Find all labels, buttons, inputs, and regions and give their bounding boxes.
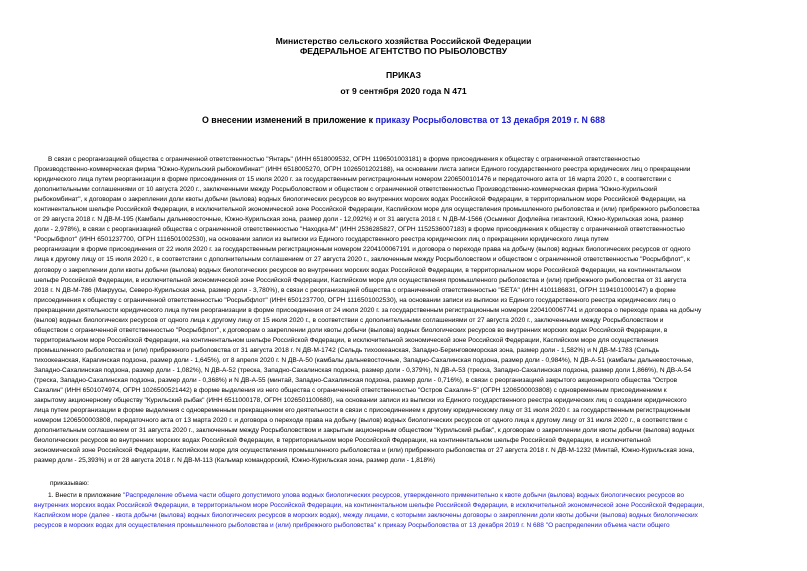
preamble-line: прекращении деятельности юридического лица путем реорганизации в форме присоединения от 24 июля 2020 г. за государственным регистрационным номером 2204100067741 и договора о переходе права на добычу (34, 306, 702, 314)
preamble-line: Сахалин" (ИНН 6501074974, ОГРН 1026500521442) в форме выделения из него общества с ограниченной ответственностью "Остров Сахалин-5" (ОГРН 1206500003808) с одновременным присоединением к (34, 387, 667, 395)
title-prefix: О внесении изменений в приложение к (202, 115, 376, 125)
appendix-link[interactable]: внутренних морских водах Российской Федерации, в территориальном море Российской Федерации, на континентальном шельфе Российской Федерации, в исключительной экономической зоне Российской Федерации, (34, 502, 705, 510)
preamble-line: дополнительным соглашением от 31 августа 2020 г., заключенным между Росрыболовством и закрытым акционерным обществом "Курильский рыбак", к договорам о закреплении доли квоты добычи (вылова) водных (34, 427, 695, 435)
preamble-line: (треска, Западно-Сахалинская подзона, размер доли - 0,368%) и N ДВ-А-55 (минтай, Западно-Сахалинская подзона, размер доли - 0,716%), в связи с реорганизацией закрытого акционерного общества "Остров (34, 377, 678, 385)
preamble-line: присоединения к обществу с ограниченной ответственностью "Росрыбфлот" (ИНН 6501237700, ОГРН 1116501002530), на основании записи из выписки из Единого государственного реестра юридических лиц о (34, 296, 676, 304)
preamble-line: территориальном море Российской Федерации, на континентальном шельфе Российской Федерации, в исключительной экономической зоне Российской Федерации, Каспийском море для осуществления (34, 336, 658, 344)
preamble-line: закрытому акционерному обществу "Курильский рыбак" (ИНН 6511000178, ОГРН 1026501100680), на основании записи из выписки из Единого государственного реестра юридических лиц о создании юридического (34, 397, 687, 405)
preamble-line: рыбокомбинат", к договорам о закреплении доли квоты добычи (вылова) водных биологических ресурсов во внутренних морских водах Российской Федерации, в территориальном море Российской Федерации, на (34, 196, 686, 204)
appendix-link[interactable]: "Распределение объема части общего допустимого улова водных биологических ресурсов, утвержденного применительно к квоте добычи (вылова) водных биологических ресурсов во (123, 492, 684, 499)
title-order-link[interactable]: приказу Росрыболовства от 13 декабря 2019 г. N 688 (375, 115, 605, 125)
preamble-line: шельфе Российской Федерации, в исключительной экономической зоне Российской Федерации, Каспийском море для осуществления промышленного рыболовства и (или) прибрежного рыболовства от 31 августа (34, 276, 687, 284)
ministry-name: Министерство сельского хозяйства Российской Федерации (275, 36, 532, 46)
doc-type: ПРИКАЗ (386, 70, 421, 80)
preamble-line: "Росрыбфлот" (ИНН 6501237700, ОГРН 1116501002530), на основании записи из выписки из Единого государственного реестра юридических лиц о прекращении юридического лица путем (34, 236, 609, 244)
preamble-line: экономической зоне Российской Федерации, Каспийском море для осуществления промышленного рыболовства и (или) прибрежного рыболовства от 27 августа 2018 г. N ДВ-М-1232 (Минтай, Южно-Курильская зона, (34, 447, 695, 455)
appendix-link[interactable]: Каспийском море (далее - квота добычи (вылова) водных биологических ресурсов в морских водах), между лицами, с которыми заключены договоры о закреплении доли квоты добычи (вылова) водных биологических (34, 512, 698, 520)
order-directive: приказываю: (50, 480, 89, 487)
item-number-prefix: 1. Внести в приложение (48, 492, 124, 499)
preamble-line: номером 1206500003808, передаточного акта от 13 марта 2020 г. и договора о переходе права на добычу (вылов) водных биологических ресурсов от одного лица к другому лицу от 31 июля 2020 г., в соответствии с (34, 417, 688, 425)
preamble-line: промышленного рыболовства и (или) прибрежного рыболовства от 31 августа 2018 г. N ДВ-М-1742 (Сельдь тихоокеанская, Западно-Беринговоморская зона, размер доли - 1,582%) и N ДВ-М-1783 (Сельдь (34, 346, 660, 354)
agency-name: ФЕДЕРАЛЬНОЕ АГЕНТСТВО ПО РЫБОЛОВСТВУ (299, 46, 508, 56)
preamble-line: континентальном шельфе Российской Федерации, в исключительной экономической зоне Российской Федерации, Каспийском море для осуществления промышленного рыболовства и (или) прибрежного рыболовства (34, 206, 700, 214)
preamble-line: обществом с ограниченной ответственностью "Росрыбфлот", к договорам о закреплении доли квоты добычи (вылова) водных биологических ресурсов во внутренних морских водах Российской Федерации, в (34, 326, 668, 334)
doc-date: от 9 сентября 2020 года N 471 (340, 86, 467, 96)
document-title (0, 115, 807, 125)
preamble-line: лица к другому лицу от 15 июля 2020 г., в соответствии с дополнительным соглашением от 27 августа 2020 г., заключенным между Росрыболовством и обществом с ограниченной ответственностью "Росрыбфлот", к (34, 256, 690, 264)
preamble-line: лица путем реорганизации в форме выделения с одновременным прекращением его деятельности в связи с присоединением к другому юридическому лицу от 31 июля 2020 г. за государственным регистрационным (34, 407, 691, 415)
preamble-line: 2018 г. N ДВ-М-786 (Макруусы, Северо-Курильская зона, размер доли - 3,780%), в связи с реорганизацией общества с ограниченной ответственностью "БЕТА" (ИНН 4101186831, ОГРН 1194101000147) в форме (34, 286, 676, 294)
preamble-line: реорганизации в форме присоединения от 22 июля 2020 г. за государственным регистрационным номером 2204100067191 и договора о переходе права на добычу (вылов) водных биологических ресурсов от одного (34, 246, 691, 254)
preamble-line: Производственно-коммерческая фирма "Южно-Курильский рыбокомбинат" (ИНН 6518005270, ОГРН 1026501202188), на основании листа записи Единого государственного реестра юридических лиц о прекращении (34, 166, 691, 174)
item-line (34, 501, 807, 511)
preamble-line: дополнительными соглашениями от 10 августа 2020 г., заключенными между Росрыболовством и обществом с ограниченной ответственностью Производственно-коммерческая фирма "Южно-Курильский (34, 186, 658, 194)
preamble-line: доли - 2,978%), в связи с реорганизацией общества с ограниченной ответственностью "Находка-М" (ИНН 2536285827, ОГРН 1152536007183) в форме присоединения к обществу с ограниченной ответственностью (34, 226, 685, 234)
preamble-line: размер доли - 25,393%) и от 28 августа 2018 г. N ДВ-М-113 (Кальмар командорский, Южно-Курильская зона, размер доли - 1,818%) (34, 457, 436, 465)
preamble-line: (вылов) водных биологических ресурсов от одного лица к другому лицу от 15 июля 2020 г., в соответствии с дополнительными соглашениями от 27 августа 2020 г., заключенными между Росрыболовством и (34, 316, 664, 324)
preamble-line: договору о закреплении доли квоты добычи (вылова) водных биологических ресурсов во внутренних морских водах Российской Федерации, в территориальном море Российской Федерации, на континентальном (34, 266, 681, 274)
preamble-line: биологических ресурсов во внутренних морских водах Российской Федерации, в территориальном море Российской Федерации, на континентальном шельфе Российской Федерации, в исключительной (34, 437, 651, 445)
preamble-line: тихоокеанская, Карагинская подзона, размер доли - 1,645%), от 8 апреля 2020 г. N ДВ-А-50 (камбалы дальневосточные, Западно-Сахалинская подзона, размер доли - 0,984%), N ДВ-А-51 (камбалы дальневосточные, (34, 356, 694, 364)
item-line (34, 521, 807, 531)
preamble-line: В связи с реорганизацией общества с ограниченной ответственностью "Янтарь" (ИНН 6518009532, ОГРН 1196501003181) в форме присоединения к обществу с ограниченной ответственностью (48, 156, 640, 163)
preamble-text (34, 155, 807, 466)
preamble-line: Западно-Сахалинская подзона, размер доли - 1,082%), N ДВ-А-52 (треска, Западно-Сахалинская подзона, размер доли - 0,379%), N ДВ-А-53 (треска, Западно-Сахалинская подзона, размер доли 1,866%), N ДВ-А-54 (34, 366, 692, 374)
appendix-link[interactable]: ресурсов в морских водах для осуществления промышленного рыболовства и (или) прибрежного рыболовства" к приказу Росрыболовства от 13 декабря 2019 г. N 688 "О распределении объема части общего (34, 522, 670, 530)
item-line (34, 511, 807, 521)
item-line (34, 491, 807, 501)
preamble-line: от 29 августа 2018 г. N ДВ-М-195 (Камбалы дальневосточные, Южно-Курильская зона, размер доли - 12,092%) и от 31 августа 2018 г. N ДВ-М-1566 (Осьминог Дофлейна гигантский, Южно-Курильская зона, размер (34, 216, 684, 224)
order-item-1 (34, 491, 807, 531)
preamble-line: юридического лица путем реорганизации в форме присоединения от 15 июля 2020 г. за государственным регистрационным номером 2206500101476 и передаточного акта от 16 марта 2020 г., в соответствии с (34, 176, 672, 184)
